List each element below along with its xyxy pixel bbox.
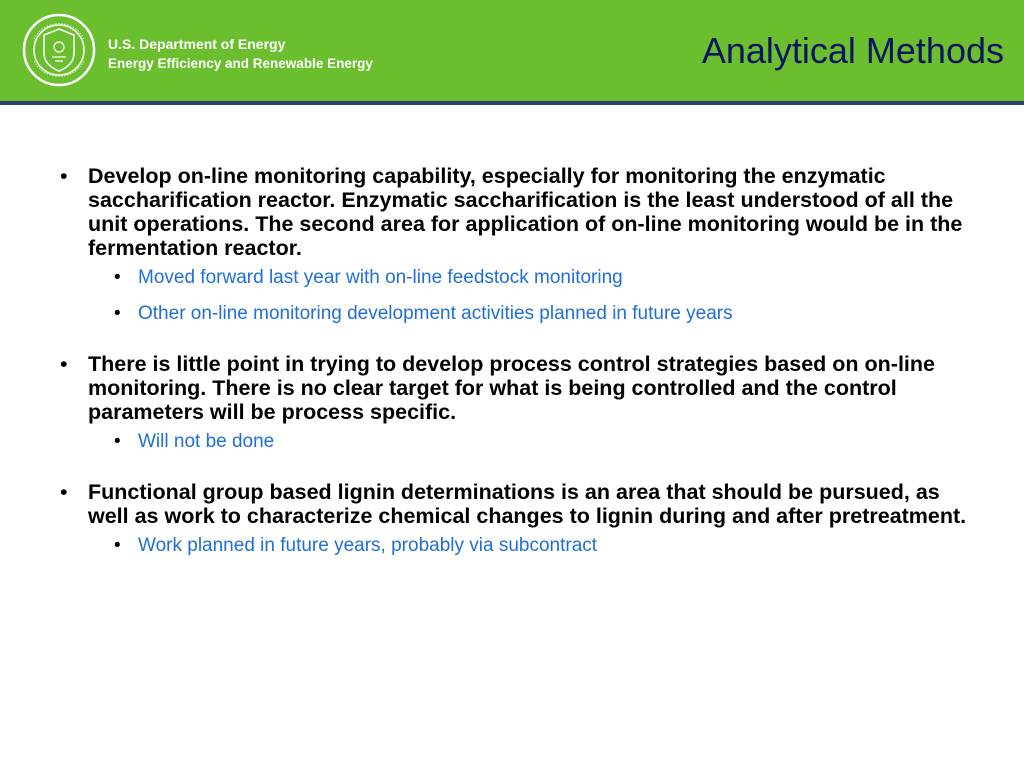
bullet-section <box>58 480 978 558</box>
doe-seal-icon <box>22 13 96 87</box>
main-bullet-text: Functional group based lignin determinations is an area that should be pursued, as well as work to characterize chemical changes to lignin during and after pretreatment. <box>88 480 967 528</box>
bullet-dot-icon: • <box>114 431 121 452</box>
bullet-section <box>58 352 978 454</box>
main-bullet <box>58 480 978 528</box>
header-divider <box>0 101 1024 105</box>
bullet-dot-icon: • <box>60 164 68 188</box>
sub-bullet-text: Will not be done <box>138 431 275 452</box>
bullet-dot-icon: • <box>60 352 68 376</box>
bullet-dot-icon: • <box>114 535 121 556</box>
header-bar <box>0 0 1024 101</box>
main-bullet-text: There is little point in trying to develop process control strategies based on on-line monitoring. There is no clear target for what is being controlled and the control parameters will be process specific. <box>88 352 935 424</box>
sub-bullet-text: Work planned in future years, probably via subcontract <box>138 535 598 556</box>
agency-line-1: U.S. Department of Energy <box>108 36 286 52</box>
bullet-list <box>58 164 978 584</box>
sub-bullet <box>58 534 978 558</box>
bullet-dot-icon: • <box>60 480 68 504</box>
main-bullet-text: Develop on-line monitoring capability, especially for monitoring the enzymatic saccharification reactor. Enzymatic saccharification is the least understood of all the unit operations. The second area for application of on-line monitoring would be in the fermentation reactor. <box>88 164 963 260</box>
slide-title: Analytical Methods <box>701 30 1004 71</box>
main-bullet <box>58 352 978 424</box>
agency-name <box>108 34 373 74</box>
bullet-section <box>58 164 978 326</box>
sub-bullet-list <box>58 430 978 454</box>
bullet-dot-icon: • <box>114 303 121 324</box>
bullet-dot-icon: • <box>114 267 121 288</box>
sub-bullet-list <box>58 534 978 558</box>
sub-bullet <box>58 266 978 290</box>
sub-bullet <box>58 430 978 454</box>
sub-bullet-text: Moved forward last year with on-line feedstock monitoring <box>138 267 623 288</box>
sub-bullet-text: Other on-line monitoring development activities planned in future years <box>138 303 733 324</box>
main-bullet <box>58 164 978 260</box>
agency-line-2: Energy Efficiency and Renewable Energy <box>108 56 373 71</box>
sub-bullet-list <box>58 266 978 326</box>
sub-bullet <box>58 302 978 326</box>
